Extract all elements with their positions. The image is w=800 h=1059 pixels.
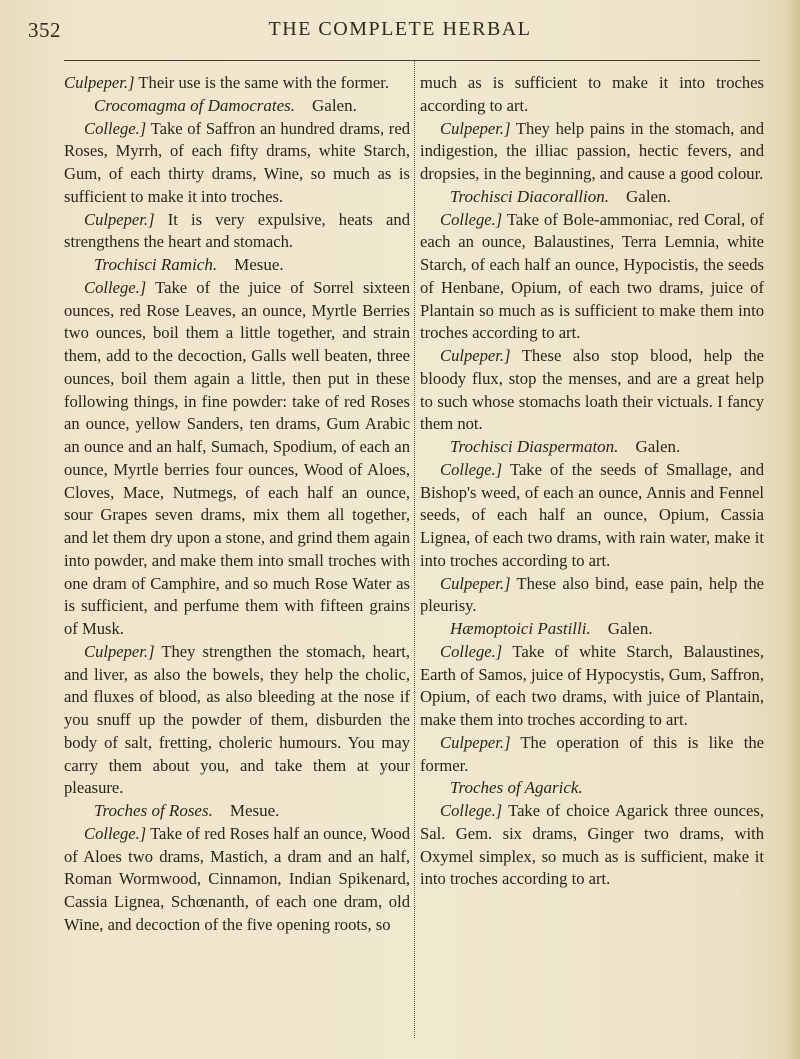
left-column — [64, 72, 410, 937]
paragraph-text: These also stop blood, help the bloody flux, stop the menses, and are a great help to such whose stomachs loath their victuals. I fancy them not. — [420, 346, 764, 434]
paragraph-label: Culpeper.] — [440, 118, 511, 138]
paragraph-label: College.] — [440, 801, 503, 820]
heading-author: Mesue. — [229, 801, 280, 820]
paragraph-label: College.] — [84, 823, 147, 843]
entry-heading — [420, 436, 764, 459]
paragraph-label: College.] — [84, 277, 147, 297]
paragraph — [420, 345, 764, 436]
heading-author: Galen. — [312, 95, 357, 115]
paragraph-label: Culpeper.] — [440, 573, 511, 593]
paragraph — [420, 641, 764, 732]
paragraph — [64, 641, 410, 800]
paragraph-text: The operation of this is like the former. — [420, 732, 764, 775]
paragraph — [64, 118, 410, 209]
page-header — [0, 6, 800, 46]
paragraph — [420, 800, 764, 891]
entry-heading — [64, 254, 410, 277]
paragraph-label: College.] — [440, 641, 503, 661]
heading-title: Crocomagma of Damocrates. — [94, 95, 295, 115]
entry-heading — [420, 618, 764, 641]
paragraph — [420, 72, 764, 118]
paragraph-text: These also bind, ease pain, help the pleurisy. — [420, 573, 764, 616]
page-number: 352 — [28, 18, 61, 42]
paragraph-text: Take of the seeds of Smallage, and Bishop's weed, of each an ounce, Annis and Fennel seeds, of each half an ounce, Opium, Cassia Lignea, of each two drams, with rain water, make it into troches according to art. — [420, 459, 764, 570]
paragraph-label: College.] — [84, 118, 147, 138]
paragraph — [64, 72, 410, 95]
right-column — [420, 72, 764, 891]
entry-heading — [64, 95, 410, 118]
paragraph — [420, 573, 764, 619]
paragraph-label: Culpeper.] — [84, 641, 155, 661]
paragraph — [420, 118, 764, 186]
paragraph-label: Culpeper.] — [440, 732, 511, 752]
paragraph-text: It is very expulsive, heats and strengthens the heart and stomach. — [64, 209, 410, 252]
header-rule — [64, 60, 760, 61]
paragraph — [64, 277, 410, 641]
paragraph — [420, 732, 764, 778]
paragraph-text: Take of choice Agarick three ounces, Sal. Gem. six drams, Ginger two drams, with Oxymel simplex, so much as is sufficient, make it into troches according to art. — [420, 801, 764, 889]
paragraph-text: Take of the juice of Sorrel sixteen ounces, red Rose Leaves, an ounce, Myrtle Berries two ounces, boil them a little together, and strain them, add to the decoction, Galls well beaten, three ounces, boil them again a little, then put in these following things, in fine powder: take of red Roses an ounce, yellow Sanders, ten drams, Gum Arabic an ounce and an half, Sumach, Spodium, of each an ounce, Myrtle berries four ounces, Wood of Aloes, Cloves, Mace, Nutmegs, of each half an ounce, sour Grapes seven drams, mix them all together, and let them dry upon a stone, and grind them again into powder, and make them into small troches with one dram of Camphire, and so much Rose Water as is sufficient, and perfume them with fifteen grains of Musk. — [64, 277, 410, 638]
paragraph-label: Culpeper.] — [84, 209, 155, 229]
paragraph-text: Take of Saffron an hundred drams, red Roses, Myrrh, of each fifty drams, white Starch, Gum, of each thirty drams, Wine, so much as is sufficient to make it into troches. — [64, 118, 410, 206]
paragraph — [420, 459, 764, 573]
page-edge-shadow — [786, 0, 800, 1059]
paragraph — [64, 209, 410, 255]
paragraph-text: Their use is the same with the former. — [134, 73, 390, 92]
entry-heading — [420, 186, 764, 209]
paragraph-label: Culpeper.] — [64, 73, 135, 92]
heading-title: Troches of Agarick. — [450, 778, 583, 798]
column-divider — [414, 60, 415, 1038]
paragraph-text: Take of white Starch, Balaustines, Earth of Samos, juice of Hypocystis, Gum, Saffron, Opium, of each two drams, with juice of Plantain, make them into troches according to art. — [420, 641, 764, 729]
paragraph — [64, 823, 410, 937]
entry-heading — [420, 777, 764, 800]
paragraph-label: College.] — [440, 459, 503, 479]
paragraph-text: They help pains in the stomach, and indigestion, the illiac passion, hectic fevers, and dropsies, in the beginning, and cause a good colour. — [420, 118, 764, 183]
heading-author: Galen. — [635, 437, 681, 456]
heading-author: Galen. — [626, 186, 671, 206]
paragraph-text: Take of red Roses half an ounce, Wood of Aloes two drams, Mastich, a dram and an half, Roman Wormwood, Cinnamon, Indian Spikenard, Cassia Lignea, Schœnanth, of each one dram, old Wine, and decoction of the five opening roots, so — [64, 823, 410, 934]
paragraph — [420, 209, 764, 346]
heading-title: Trochisci Diaspermaton. — [450, 437, 619, 456]
heading-title: Trochisci Diacorallion. — [450, 186, 609, 206]
entry-heading — [64, 800, 410, 823]
paragraph-text: much as is sufficient to make it into troches according to art. — [420, 73, 764, 115]
paragraph-label: Culpeper.] — [440, 346, 511, 365]
paragraph-text: They strengthen the stomach, heart, and liver, as also the bowels, they help the cholic, and fluxes of blood, as also bleeding at the nose if you snuff up the powder of them, disburden the body of salt, fretting, choleric humours. You may carry them about you, and take them at your pleasure. — [64, 641, 410, 798]
running-head: THE COMPLETE HERBAL — [268, 18, 532, 40]
paragraph-label: College.] — [440, 209, 503, 229]
heading-author: Mesue. — [234, 255, 284, 274]
heading-title: Hæmoptoici Pastilli. — [450, 619, 591, 638]
paragraph-text: Take of Bole-ammoniac, red Coral, of each an ounce, Balaustines, Terra Lemnia, white Starch, of each half an ounce, Hypocistis, the seeds of Henbane, Opium, of each two drams, juice of Plantain so much as is sufficient to make them into troches according to art. — [420, 209, 764, 343]
heading-author: Galen. — [607, 619, 653, 638]
heading-title: Trochisci Ramich. — [94, 255, 218, 274]
heading-title: Troches of Roses. — [94, 801, 213, 820]
